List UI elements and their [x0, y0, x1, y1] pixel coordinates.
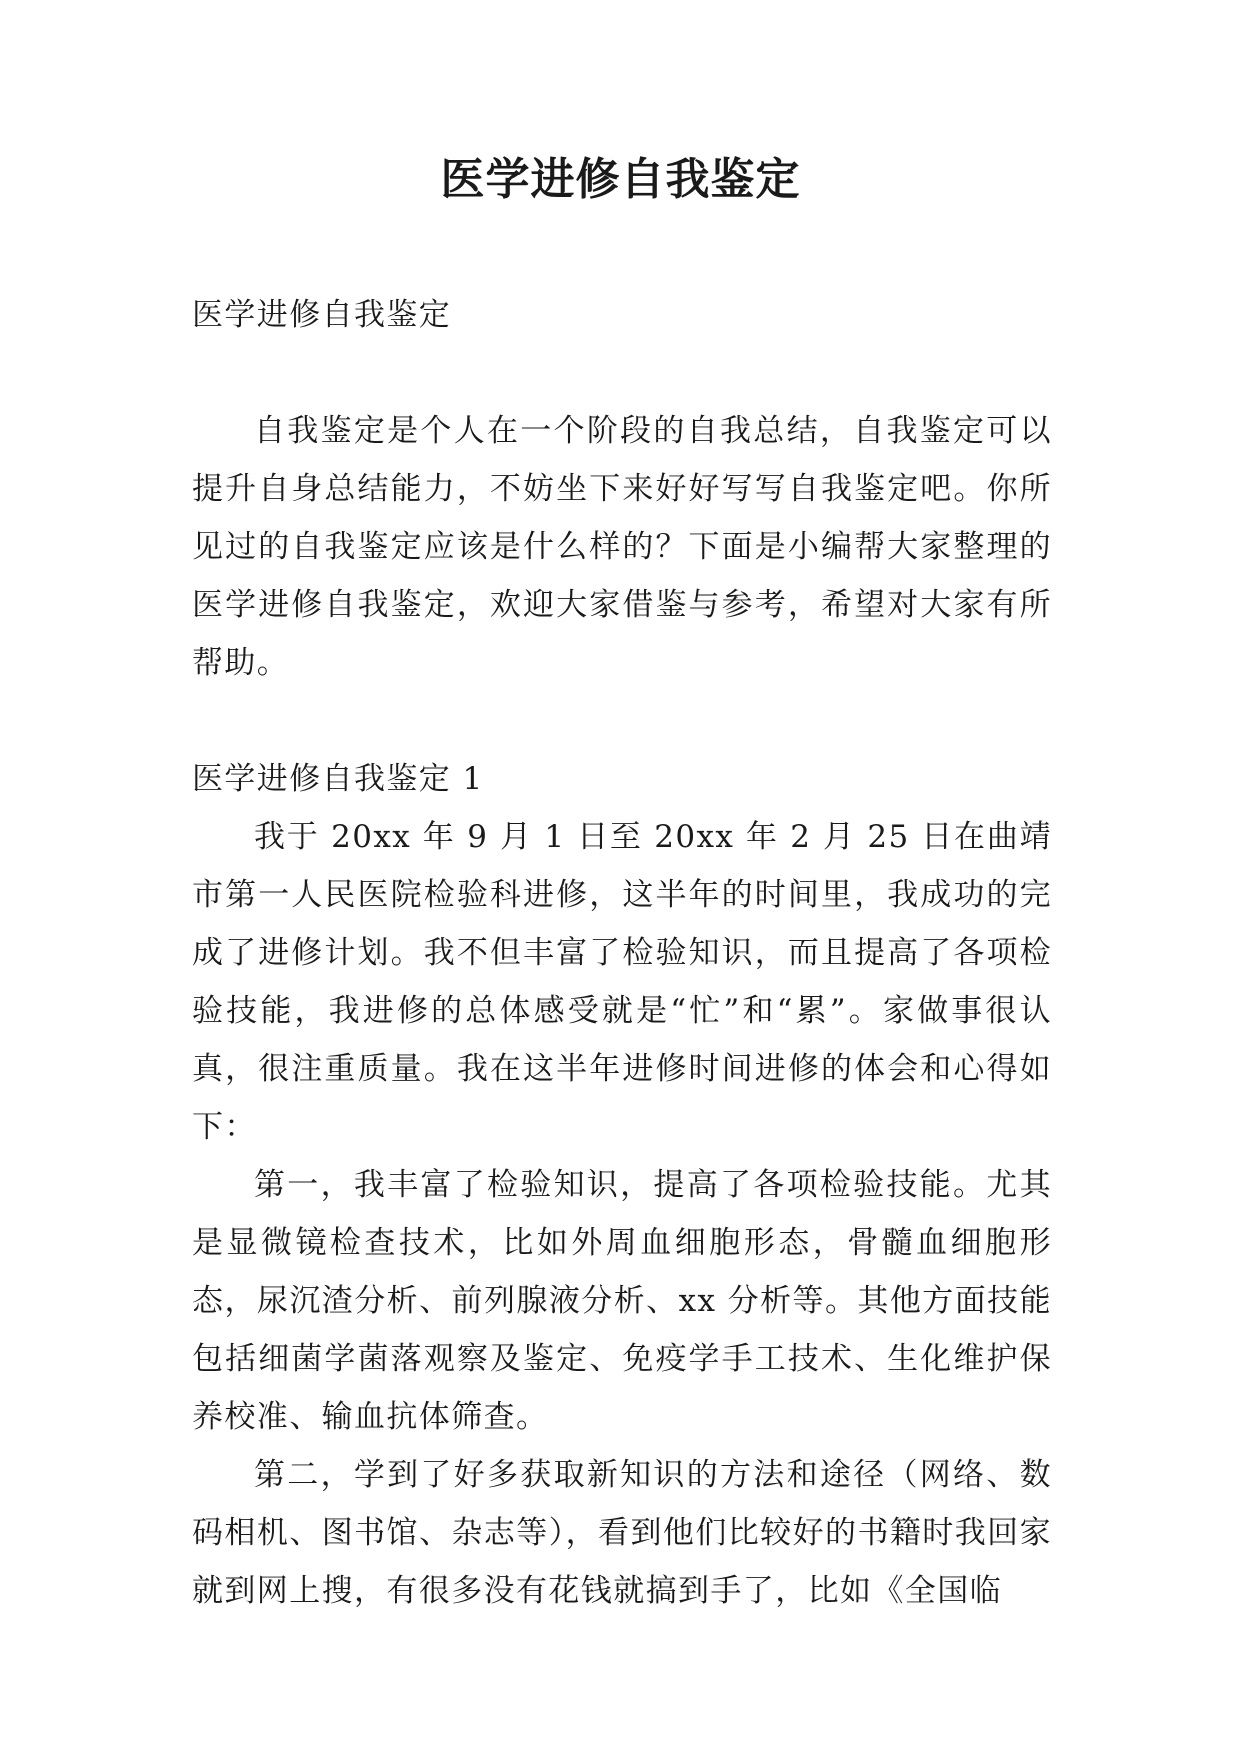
body-paragraph: 第一，我丰富了检验知识，提高了各项检验技能。尤其是显微镜检查技术，比如外周血细胞形态，骨髓血细胞形态，尿沉渣分析、前列腺液分析、xx 分析等。其他方面技能包括细菌学菌落观察及鉴定、免疫学手工技术、生化维护保养校准、输血抗体筛查。 — [192, 1167, 1052, 1435]
section-heading: 医学进修自我鉴定 1 — [192, 761, 484, 797]
body-paragraph: 我于 20xx 年 9 月 1 日至 20xx 年 2 月 25 日在曲靖市第一人民医院检验科进修，这半年的时间里，我成功的完成了进修计划。我不但丰富了检验知识，而且提高了各项检验技能，我进修的总体感受就是“忙”和“累”。家做事很认真，很注重质量。我在这半年进修时间进修的体会和心得如下： — [192, 819, 1052, 1145]
spacer — [192, 692, 1052, 750]
document-title: 医学进修自我鉴定 — [440, 154, 801, 205]
intro-paragraph: 自我鉴定是个人在一个阶段的自我总结，自我鉴定可以提升自身总结能力，不妨坐下来好好写写自我鉴定吧。你所见过的自我鉴定应该是什么样的？下面是小编帮大家整理的医学进修自我鉴定，欢迎大家借鉴与参考，希望对大家有所帮助。 — [192, 413, 1052, 681]
body-paragraph: 第二，学到了好多获取新知识的方法和途径（网络、数码相机、图书馆、杂志等），看到他们比较好的书籍时我回家就到网上搜，有很多没有花钱就搞到手了，比如《全国临 — [192, 1457, 1052, 1609]
spacer — [192, 344, 1052, 402]
document-body — [192, 286, 1052, 1620]
document-subtitle: 医学进修自我鉴定 — [192, 297, 452, 333]
